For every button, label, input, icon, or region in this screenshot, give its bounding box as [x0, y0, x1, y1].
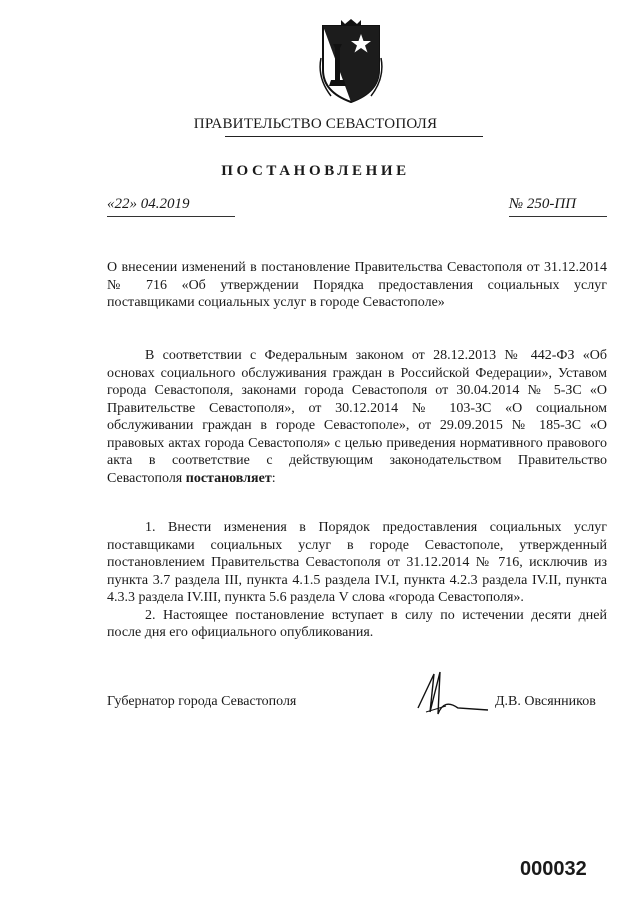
page-number: 000032 — [520, 858, 587, 880]
government-title: ПРАВИТЕЛЬСТВО СЕВАСТОПОЛЯ — [193, 116, 438, 132]
document-type-heading: ПОСТАНОВЛЕНИЕ — [221, 163, 410, 179]
preamble — [107, 347, 607, 487]
document-subject: О внесении изменений в постановление Правительства Севастополя от 31.12.2014 № 716 «Об утверждении Порядка предоставления социальных услуг поставщиками социальных услуг в городе Севастополе» — [107, 260, 607, 310]
document-number: № 250-ПП — [509, 196, 577, 212]
date-field — [107, 196, 235, 217]
document-date: «22» 04.2019 — [107, 196, 190, 212]
resolves-word: постановляет — [185, 470, 272, 486]
preamble-text: В соответствии с Федеральным законом от 28.12.2013 № 442-ФЗ «Об основах социального обслуживания граждан в Российской Федерации», Уставом города Севастополя, законами города Севастополя от 30.04.2014 № 5-ЗС «О Правительстве Севастополя», от 30.12.2014 № 103-ЗС «О социальном обслуживании граждан в городе Севастополе», от 29.09.2015 № 185-ЗС «О правовых актах города Севастополя» с целью приведения нормативного правового акта в соответствие с действующим законодательством Правительство Севастополя — [107, 348, 607, 486]
signatory-role: Губернатор города Севастополя — [107, 694, 297, 709]
resolution-items — [107, 519, 607, 642]
resolution-item: 2. Настоящее постановление вступает в силу по истечении десяти дней после дня его официального опубликования. — [107, 607, 607, 640]
coat-of-arms-icon — [317, 18, 385, 106]
signatory-name: Д.В. Овсянников — [495, 694, 596, 709]
resolution-item: 1. Внести изменения в Порядок предоставления социальных услуг поставщиками социальных услуг в городе Севастополе, утвержденный постановлением Правительства Севастополя от 31.12.2014 № 716, исключив из пункта 3.7 раздела III, пункта 4.1.5 раздела IV.I, пункта 4.2.3 раздела IV.II, пункта 4.3.3 раздела IV.III, пункта 5.6 раздела V слова «города Севастополя». — [107, 520, 607, 605]
handwritten-signature-icon — [400, 668, 500, 720]
preamble-paragraph — [107, 347, 607, 487]
preamble-colon: : — [271, 470, 276, 486]
title-underline — [225, 136, 483, 137]
number-field — [509, 196, 607, 217]
